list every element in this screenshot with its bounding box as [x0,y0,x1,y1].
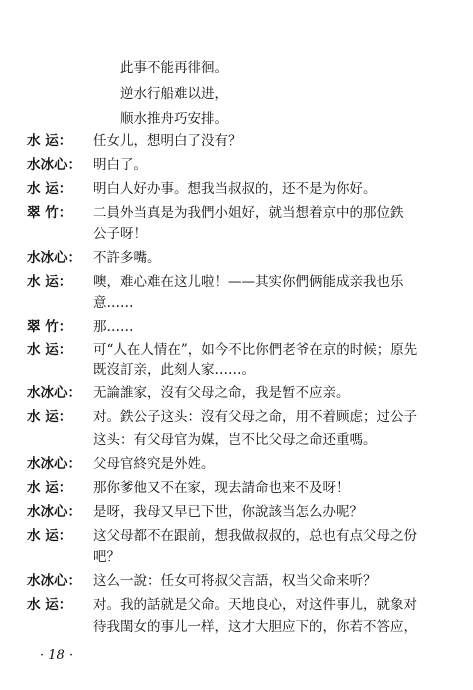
dialogue-line: 这么一說：任女可将叔父言語，权当父命来听？ [93,573,377,589]
dialogue-line: 待我閨女的事儿一样，这才大胆应下的，你若不答应， [93,619,417,635]
verse-line: 顺水推舟巧安排。 [120,111,228,127]
speaker-label: 水 运： [27,133,73,149]
speaker-label: 水冰心： [27,250,81,266]
dialogue-line: 意…… [93,295,134,311]
dialogue-line: 公子呀！ [93,226,147,242]
speaker-label: 水冰心： [27,385,81,401]
speaker-label: 水 运： [27,409,73,425]
speaker-label: 水冰心： [27,573,81,589]
speaker-label: 水 运： [27,480,73,496]
dialogue-line: 明白人好办事。想我当叔叔的，还不是为你好。 [93,181,377,197]
dialogue-line: 父母官終究是外姓。 [93,456,215,472]
dialogue-line: 既沒訂亲，此刻人家……。 [93,362,255,378]
speaker-label: 水 运： [27,181,73,197]
speaker-label: 水 运： [27,274,73,290]
dialogue-line: 那你爹他又不在家，现去請命也来不及呀！ [93,480,350,496]
dialogue-line: 这头：有父母官为媒，岂不比父母之命还重嗎。 [93,432,377,448]
dialogue-line: 噢，难心难在这儿啦！——其实你們俩能成亲我也乐 [93,274,404,290]
speaker-label: 水 运： [27,597,73,613]
page-number: · 18 · [40,648,74,663]
speaker-label: 水冰心： [27,157,81,173]
verse-line: 此事不能再徘徊。 [120,60,228,76]
dialogue-line: 可“人在人情在”，如今不比你們老爷在京的时候；原先 [93,342,418,358]
dialogue-line: 吧？ [93,549,120,565]
dialogue-line: 这父母都不在跟前，想我做叔叔的，总也有点父母之份 [93,528,417,544]
dialogue-line: 任女儿，想明白了没有？ [93,133,242,149]
dialogue-line: 对。鉄公子这头：沒有父母之命，用不着顾虑；过公子 [93,409,417,425]
speaker-label: 水 运： [27,528,73,544]
speaker-label: 水 运： [27,342,73,358]
speaker-label: 水冰心： [27,504,81,520]
dialogue-line: 那…… [93,319,134,335]
dialogue-line: 对。我的話就是父命。天地良心，对这件事儿，就象对 [93,597,417,613]
dialogue-line: 不許多嘴。 [93,250,161,266]
speaker-label: 水冰心： [27,456,81,472]
speaker-label: 翠 竹： [27,205,73,221]
dialogue-line: 二員外当真是为我們小姐好，就当想着京中的那位鉄 [93,205,404,221]
dialogue-line: 是呀，我母又早已下世，你說該当怎么办呢？ [93,504,363,520]
dialogue-line: 明白了。 [93,157,147,173]
verse-line: 逆水行船难以进， [120,86,228,102]
dialogue-line: 无論誰家，沒有父母之命，我是暂不应亲。 [93,385,350,401]
speaker-label: 翠 竹： [27,319,73,335]
